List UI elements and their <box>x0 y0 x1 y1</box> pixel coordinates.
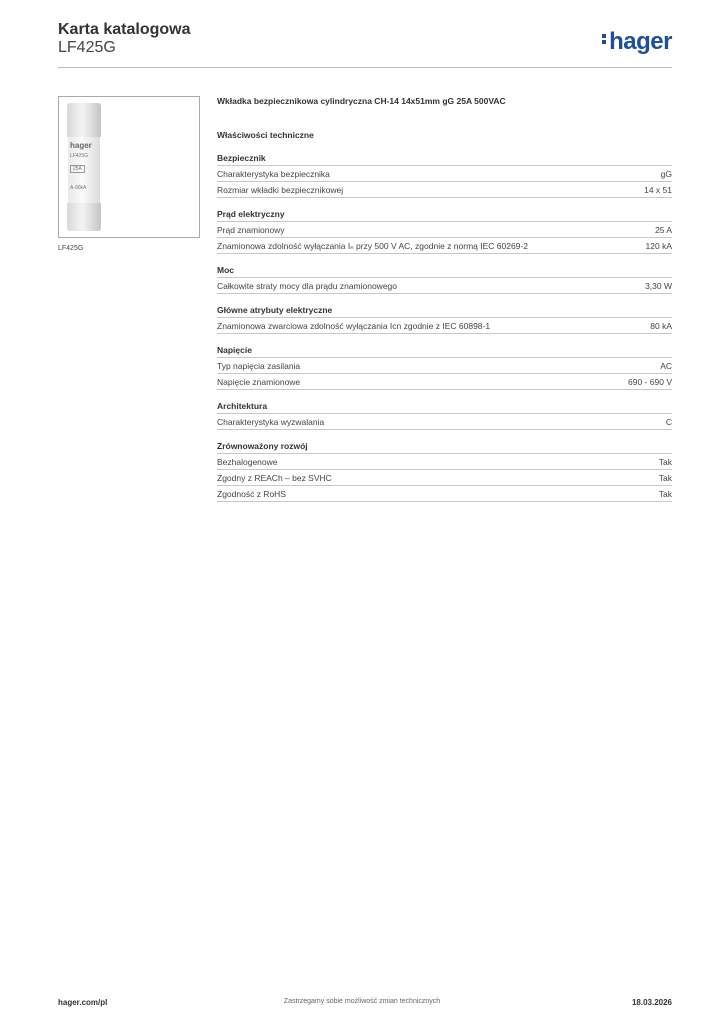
fuse-cap-top <box>67 103 101 137</box>
spec-value: 14 x 51 <box>644 185 672 195</box>
product-image-frame <box>58 96 200 238</box>
spec-row <box>217 485 672 502</box>
spec-value: gG <box>660 169 672 179</box>
spec-rows <box>217 165 672 198</box>
header-divider <box>58 67 672 68</box>
spec-group-title: Moc <box>217 265 234 275</box>
spec-value: AC <box>660 361 672 371</box>
spec-group-title: Bezpiecznik <box>217 153 266 163</box>
spec-label: Bezhalogenowe <box>217 457 278 467</box>
spec-group-title: Prąd elektryczny <box>217 209 285 219</box>
page-title: Karta katalogowa <box>58 21 191 38</box>
fuse-cap-bottom <box>67 203 101 231</box>
spec-label: Typ napięcia zasilania <box>217 361 301 371</box>
product-description: Wkładka bezpiecznikowa cylindryczna CH-14 14x51mm gG 25A 500VAC <box>217 96 506 106</box>
spec-value: 80 kA <box>650 321 672 331</box>
spec-row <box>217 373 672 390</box>
spec-rows <box>217 277 672 294</box>
image-caption: LF425G <box>58 245 84 252</box>
spec-row <box>217 237 672 254</box>
spec-value: C <box>665 417 672 427</box>
spec-rows <box>217 413 672 430</box>
spec-group <box>217 209 672 254</box>
spec-group <box>217 265 672 294</box>
spec-label: Rozmiar wkładki bezpiecznikowej <box>217 185 344 195</box>
footer-disclaimer: Zastrzegamy sobie możliwość zmian technicznych <box>283 998 441 1005</box>
spec-label: Zgodność z RoHS <box>217 489 286 499</box>
spec-group-title: Architektura <box>217 401 268 411</box>
spec-label: Prąd znamionowy <box>217 225 285 235</box>
spec-value: 120 kA <box>645 241 672 251</box>
spec-group <box>217 305 672 334</box>
spec-group-title: Zrównoważony rozwój <box>217 441 308 451</box>
spec-row <box>217 165 672 181</box>
section-title: Właściwości techniczne <box>217 130 314 140</box>
fuse-label-brand: hager <box>70 141 92 150</box>
logo-dots-icon <box>602 32 607 46</box>
spec-label: Charakterystyka bezpiecznika <box>217 169 330 179</box>
footer-date: 18.03.2026 <box>631 998 672 1007</box>
spec-group <box>217 401 672 430</box>
spec-label: Napięcie znamionowe <box>217 377 301 387</box>
spec-label: Charakterystyka wyzwalania <box>217 417 325 427</box>
spec-value: 690 - 690 V <box>628 377 672 387</box>
fuse-label-rating: 25A <box>70 165 85 173</box>
fuse-label-code: LF425G <box>70 153 89 159</box>
spec-rows <box>217 453 672 502</box>
fuse-image <box>67 103 101 231</box>
spec-value: 3,30 W <box>645 281 672 291</box>
spec-label: Znamionowa zwarciowa zdolność wyłączania Icn zgodnie z IEC 60898-1 <box>217 321 491 331</box>
fuse-label-breaking: A-90kA <box>70 185 87 191</box>
spec-row <box>217 453 672 469</box>
spec-rows <box>217 317 672 334</box>
spec-rows <box>217 357 672 390</box>
spec-rows <box>217 221 672 254</box>
spec-groups <box>217 153 672 502</box>
hager-logo <box>602 28 672 56</box>
spec-group <box>217 441 672 502</box>
spec-group <box>217 345 672 390</box>
spec-label: Znamionowa zdolność wyłączania Iₙ przy 500 V AC, zgodnie z normą IEC 60269-2 <box>217 241 528 251</box>
spec-content <box>217 96 672 502</box>
spec-row <box>217 413 672 430</box>
spec-row <box>217 317 672 334</box>
product-code-heading: LF425G <box>58 39 116 56</box>
spec-row <box>217 277 672 294</box>
spec-row <box>217 181 672 198</box>
footer-website: hager.com/pl <box>58 998 108 1007</box>
spec-value: Tak <box>658 457 672 467</box>
spec-row <box>217 221 672 237</box>
spec-value: Tak <box>658 473 672 483</box>
spec-value: Tak <box>658 489 672 499</box>
spec-group <box>217 153 672 198</box>
spec-label: Całkowite straty mocy dla prądu znamionowego <box>217 281 398 291</box>
spec-group-title: Główne atrybuty elektryczne <box>217 305 333 315</box>
spec-label: Zgodny z REACh – bez SVHC <box>217 473 332 483</box>
logo-text: hager <box>609 28 672 55</box>
spec-row <box>217 469 672 485</box>
spec-group-title: Napięcie <box>217 345 252 355</box>
spec-value: 25 A <box>654 225 672 235</box>
spec-row <box>217 357 672 373</box>
